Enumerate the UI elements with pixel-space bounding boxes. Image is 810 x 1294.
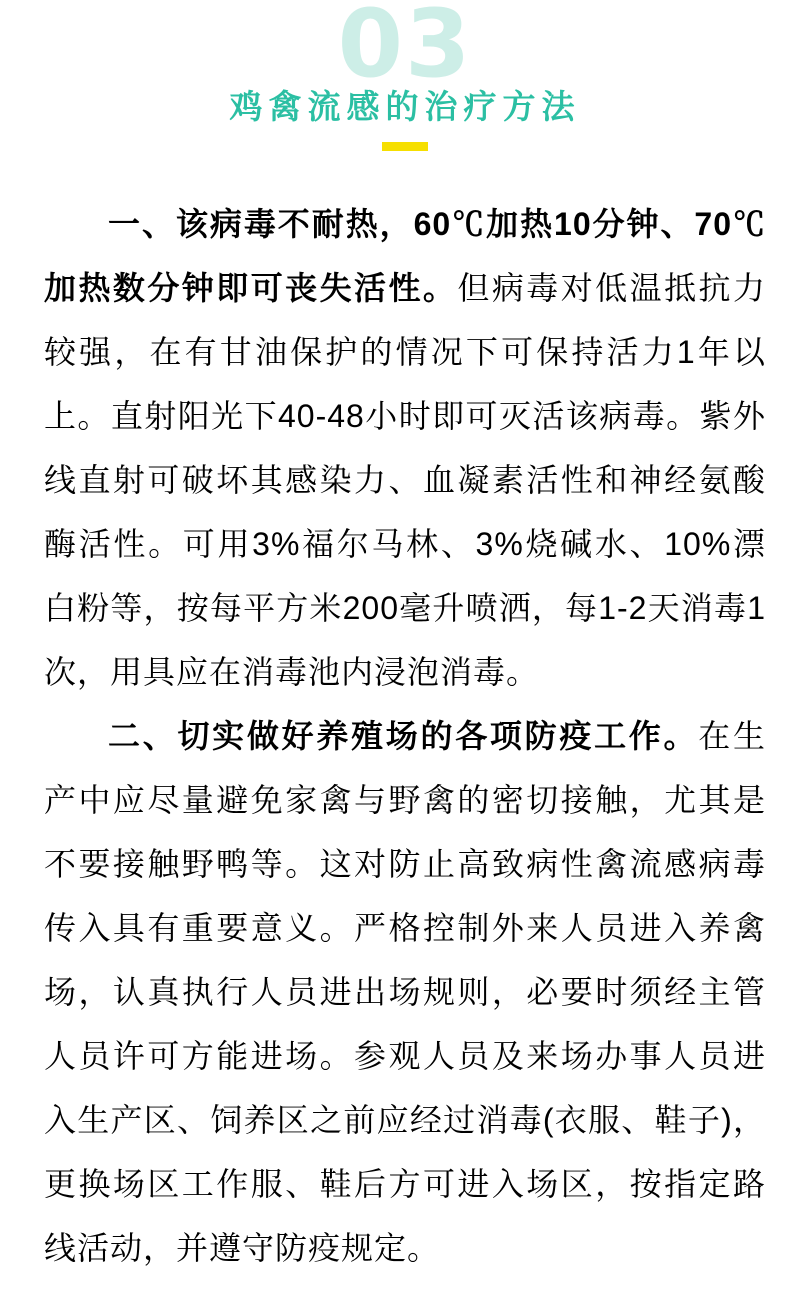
section-number: 03 [337,0,473,99]
article-body [0,151,810,1280]
section-title: 鸡禽流感的治疗方法 [229,88,581,126]
paragraph-1 [44,192,766,704]
title-accent-bar [382,142,428,151]
paragraph-2 [44,704,766,1280]
paragraph-2-lead-bold: 二、切实做好养殖场的各项防疫工作。 [108,718,699,755]
paragraph-2-text: 在生产中应尽量避免家禽与野禽的密切接触，尤其是不要接触野鸭等。这对防止高致病性禽流感病毒传入具有重要意义。严格控制外来人员进入养禽场，认真执行人员进出场规则，必要时须经主管人员许可方能进场。参观人员及来场办事人员进入生产区、饲养区之前应经过消毒(衣服、鞋子)，更换场区工作服、鞋后方可进入场区，按指定路线活动，并遵守防疫规定。 [44,718,766,1267]
paragraph-1-text: 但病毒对低温抵抗力较强，在有甘油保护的情况下可保持活力1年以上。直射阳光下40-48小时即可灭活该病毒。紫外线直射可破坏其感染力、血凝素活性和神经氨酸酶活性。可用3%福尔马林、3%烧碱水、10%漂白粉等，按每平方米200毫升喷洒，每1-2天消毒1次，用具应在消毒池内浸泡消毒。 [44,270,766,691]
section-header [0,0,810,151]
paragraph-1-lead-bold: 一、该病毒不耐热，60℃加热10分钟、70℃加热数分钟即可丧失活性。 [44,206,766,307]
